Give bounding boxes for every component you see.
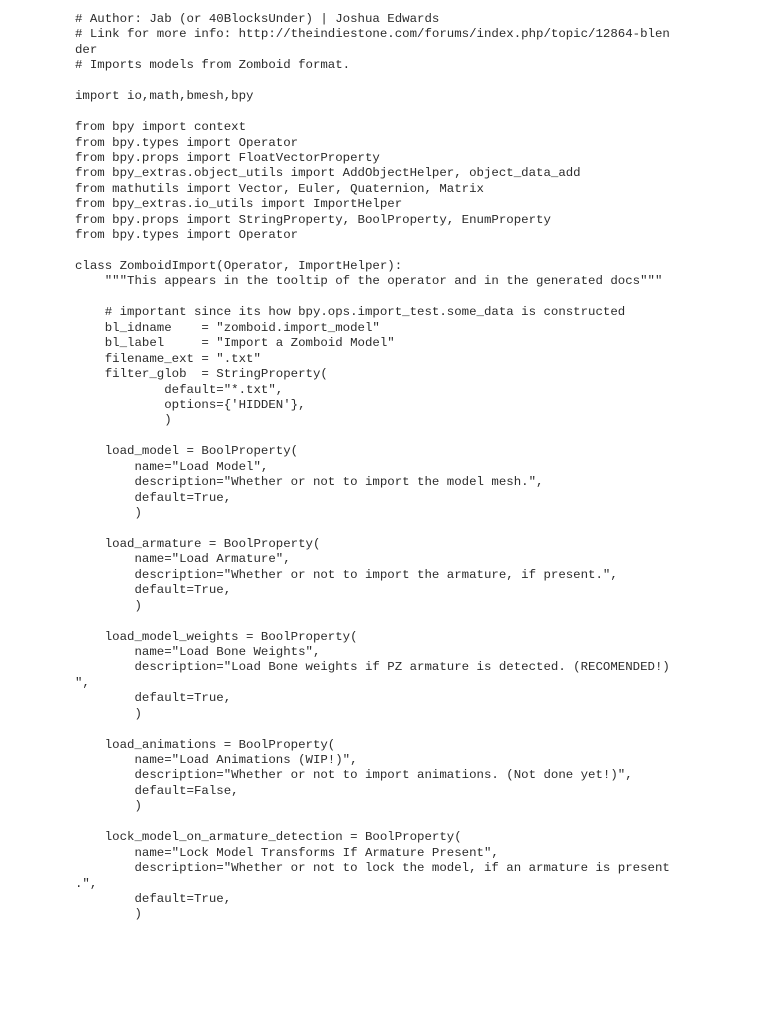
code-line xyxy=(75,722,765,737)
code-line: description="Whether or not to import animations. (Not done yet!)", xyxy=(75,768,633,783)
code-line: from bpy import context xyxy=(75,120,247,135)
code-line: bl_label = "Import a Zomboid Model" xyxy=(75,336,395,351)
code-line: ) xyxy=(75,706,142,721)
code-line: # Imports models from Zomboid format. xyxy=(75,58,351,73)
code-line: ) xyxy=(75,799,142,814)
code-line: from bpy.types import Operator xyxy=(75,228,299,243)
code-line: # Link for more info: http://theindiestone.com/forums/index.php/topic/12864-blen xyxy=(75,27,670,42)
code-line: description="Load Bone weights if PZ armature is detected. (RECOMENDED!) xyxy=(75,660,670,675)
code-line: load_model_weights = BoolProperty( xyxy=(75,629,358,644)
code-document xyxy=(75,12,765,923)
code-line: name="Load Animations (WIP!)", xyxy=(75,753,358,767)
code-line: load_armature = BoolProperty( xyxy=(75,536,321,551)
code-line: name="Load Armature", xyxy=(75,552,291,567)
code-line: lock_model_on_armature_detection = BoolProperty( xyxy=(75,830,462,845)
code-line: import io,math,bmesh,bpy xyxy=(75,89,254,104)
code-line: options={'HIDDEN'}, xyxy=(75,397,306,412)
code-line: filename_ext = ".txt" xyxy=(75,351,261,366)
code-line: filter_glob = StringProperty( xyxy=(75,367,328,382)
code-line xyxy=(75,105,765,120)
code-line: default=True, xyxy=(75,490,232,505)
code-line: load_model = BoolProperty( xyxy=(75,444,299,459)
code-line xyxy=(75,290,765,305)
code-line: load_animations = BoolProperty( xyxy=(75,737,336,752)
code-line xyxy=(75,521,765,536)
code-line: ) xyxy=(75,506,142,520)
code-line: description="Whether or not to import the armature, if present.", xyxy=(75,567,618,582)
code-line: from bpy.props import StringProperty, BoolProperty, EnumProperty xyxy=(75,212,551,227)
code-line: default="*.txt", xyxy=(75,382,284,397)
code-line: description="Whether or not to import the model mesh.", xyxy=(75,475,544,490)
code-line xyxy=(75,74,765,89)
code-line: from bpy_extras.object_utils import AddObjectHelper, object_data_add xyxy=(75,166,581,181)
code-line: name="Lock Model Transforms If Armature Present", xyxy=(75,845,499,860)
code-line: ", xyxy=(75,675,90,690)
code-line xyxy=(75,429,765,444)
code-line: class ZomboidImport(Operator, ImportHelper): xyxy=(75,259,403,273)
code-line: ) xyxy=(75,598,142,613)
code-line: der xyxy=(75,42,98,57)
code-line: """This appears in the tooltip of the operator and in the generated docs""" xyxy=(75,274,663,289)
code-line: .", xyxy=(75,876,98,891)
code-line: ) xyxy=(75,907,142,922)
code-line: default=True, xyxy=(75,583,232,598)
code-line: ) xyxy=(75,413,172,428)
code-line xyxy=(75,815,765,830)
code-line: description="Whether or not to lock the model, if an armature is present xyxy=(75,861,670,876)
code-line: bl_idname = "zomboid.import_model" xyxy=(75,320,380,335)
code-line: # Author: Jab (or 40BlocksUnder) | Joshua Edwards xyxy=(75,12,440,26)
code-line xyxy=(75,244,765,259)
code-line: from bpy_extras.io_utils import ImportHelper xyxy=(75,197,403,212)
code-line: # important since its how bpy.ops.import_test.some_data is constructed xyxy=(75,305,626,320)
code-line: from bpy.types import Operator xyxy=(75,135,299,150)
code-line: default=True, xyxy=(75,891,232,906)
code-line: name="Load Bone Weights", xyxy=(75,644,321,659)
code-line: from bpy.props import FloatVectorProperty xyxy=(75,150,380,165)
code-line xyxy=(75,614,765,629)
code-line: name="Load Model", xyxy=(75,459,269,474)
code-line: default=False, xyxy=(75,783,239,798)
code-line: from mathutils import Vector, Euler, Quaternion, Matrix xyxy=(75,181,484,196)
code-line: default=True, xyxy=(75,691,232,706)
